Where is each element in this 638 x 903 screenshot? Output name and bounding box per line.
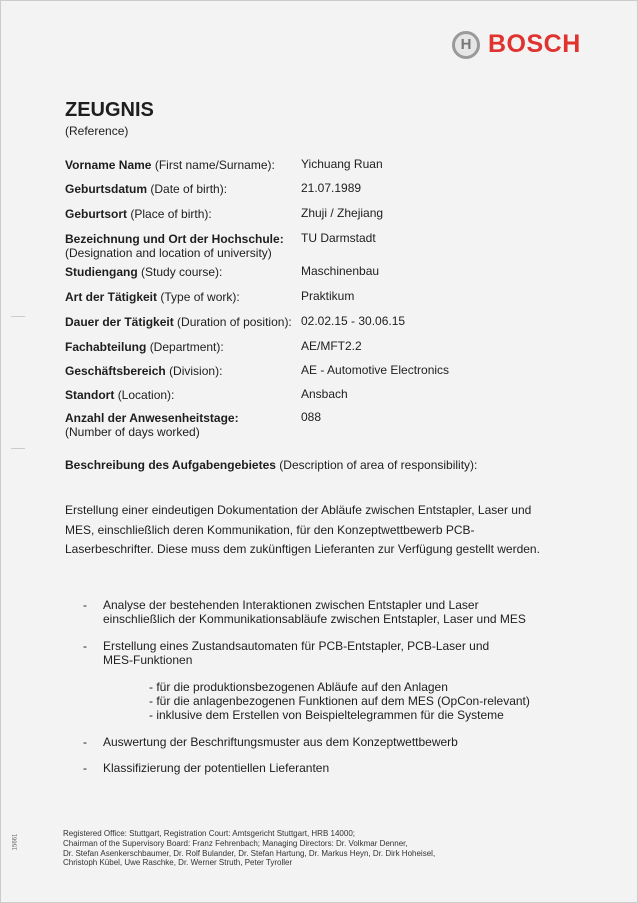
field-label: Geburtsdatum (Date of birth): (65, 182, 228, 196)
bullet-dash: - (83, 735, 87, 749)
fold-mark (11, 316, 25, 317)
bullet-item: Erstellung eines Zustandsautomaten für PCB-Entstapler, PCB-Laser und MES-Funktionen (103, 639, 490, 667)
field-label: Geburtsort (Place of birth): (65, 207, 212, 221)
field-label: Dauer der Tätigkeit (Duration of position): (65, 315, 292, 329)
field-value: Yichuang Ruan (301, 157, 383, 171)
field-value: Praktikum (301, 289, 355, 303)
bullet-dash: - (83, 761, 87, 775)
document-subtitle: (Reference) (65, 124, 129, 138)
field-label: Art der Tätigkeit (Type of work): (65, 290, 240, 304)
field-label: Vorname Name (First name/Surname): (65, 158, 275, 172)
bullet-item: Auswertung der Beschriftungsmuster aus dem Konzeptwettbewerb (103, 735, 458, 749)
field-label: Bezeichnung und Ort der Hochschule: (Designation and location of university) (65, 232, 284, 260)
description-heading: Beschreibung des Aufgabengebietes (Description of area of responsibility): (65, 458, 478, 472)
description-paragraph: Erstellung einer eindeutigen Dokumentation der Abläufe zwischen Entstapler, Laser und MES, einschließlich deren Kommunikation, für den Konzeptwettbewerb PCB-Laserbeschrifter. Diese muss dem zukünftigen Lieferanten zur Verfügung gestellt werden. (65, 503, 540, 556)
field-value: Maschinenbau (301, 264, 380, 278)
brand-name: BOSCH (488, 30, 581, 58)
field-value: 21.07.1989 (301, 181, 362, 195)
field-value: AE/MFT2.2 (301, 339, 362, 353)
document-title: ZEUGNIS (65, 99, 154, 121)
fold-mark (11, 448, 25, 449)
field-label: Geschäftsbereich (Division): (65, 364, 223, 378)
side-number: 15661 (12, 833, 19, 851)
bullet-dash: - (83, 598, 87, 612)
bosch-armature-icon: H (452, 31, 480, 59)
field-value: Ansbach (301, 387, 348, 401)
sub-item: - für die anlagenbezogenen Funktionen auf dem MES (OpCon-relevant) (149, 694, 530, 708)
field-value: Zhuji / Zhejiang (301, 206, 384, 220)
field-value: 02.02.15 - 30.06.15 (301, 314, 406, 328)
sub-item: - inklusive dem Erstellen von Beispieltelegrammen für die Systeme (149, 708, 504, 722)
field-value: 088 (301, 410, 322, 424)
sub-item: - für die produktionsbezogenen Abläufe auf den Anlagen (149, 680, 448, 694)
field-label: Studiengang (Study course): (65, 265, 223, 279)
field-value: TU Darmstadt (301, 231, 376, 245)
bullet-item: Klassifizierung der potentiellen Lieferanten (103, 761, 330, 775)
bullet-dash: - (83, 639, 87, 653)
bosch-logo (452, 30, 581, 59)
field-label: Standort (Location): (65, 388, 175, 402)
bullet-item: Analyse der bestehenden Interaktionen zwischen Entstapler und Laser einschließlich der Kommunikationsabläufe zwischen Entstapler, Laser und MES (103, 598, 526, 626)
field-value: AE - Automotive Electronics (301, 363, 450, 377)
field-label: Fachabteilung (Department): (65, 340, 224, 354)
footer: Registered Office: Stuttgart, Registration Court: Amtsgericht Stuttgart, HRB 14000; Chairman of the Supervisory Board: Franz Fehrenbach; Managing Directors: Dr. Volkmar Denner, Dr. Stefan Asenkerschbaumer, Dr. Rolf Bulander, Dr. Stefan Hartung, Dr. Markus Heyn, Dr. Dirk Hoheisel, Christoph Kübel, Uwe Raschke, Dr. Werner Struth, Peter Tyroller (63, 829, 436, 868)
field-label: Anzahl der Anwesenheitstage: (Number of days worked) (65, 411, 239, 439)
